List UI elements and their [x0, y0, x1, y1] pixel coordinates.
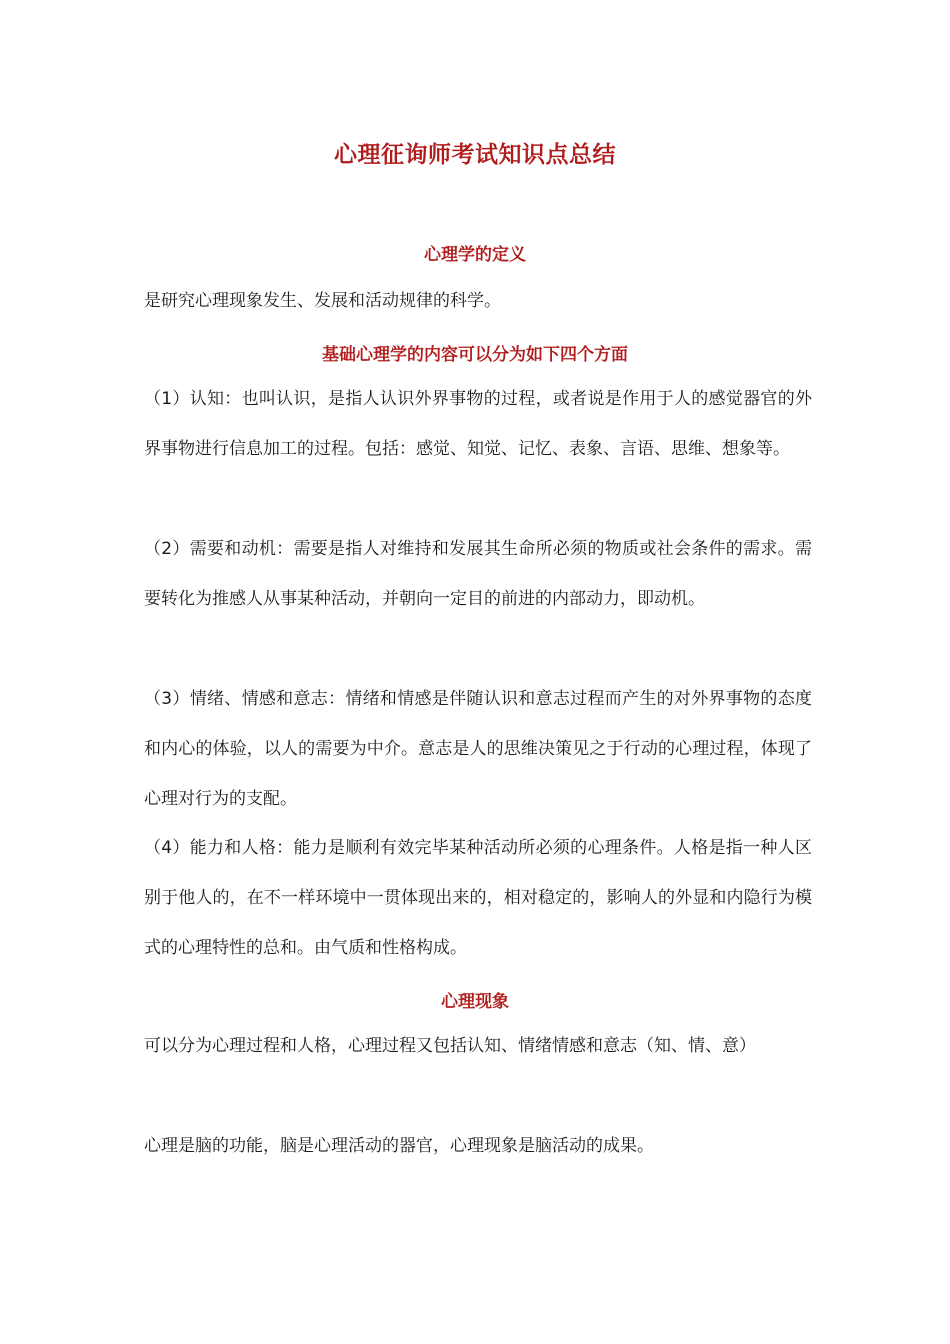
paragraph-ability-personality: （4）能力和人格：能力是顺利有效完毕某种活动所必须的心理条件。人格是指一种人区别于他人的，在不一样环境中一贯体现出来的，相对稳定的，影响人的外显和内隐行为模式的心理特性的总和。由气质和性格构成。 [144, 838, 812, 958]
paragraph-emotion-will: （3）情绪、情感和意志：情绪和情感是伴随认识和意志过程而产生的对外界事物的态度和内心的体验，以人的需要为中介。意志是人的思维决策见之于行动的心理过程，体现了心理对行为的支配。 [144, 689, 812, 809]
section-heading-definition: 心理学的定义 [424, 245, 526, 265]
paragraph-definition: 是研究心理现象发生、发展和活动规律的科学。 [144, 291, 501, 311]
section-heading-content: 基础心理学的内容可以分为如下四个方面 [322, 345, 628, 365]
paragraph-cognition: （1）认知：也叫认识，是指人认识外界事物的过程，或者说是作用于人的感觉器官的外界事物进行信息加工的过程。包括：感觉、知觉、记忆、表象、言语、思维、想象等。 [144, 389, 812, 459]
paragraph-brain-function: 心理是脑的功能，脑是心理活动的器官，心理现象是脑活动的成果。 [144, 1136, 654, 1156]
section-heading-phenomena: 心理现象 [441, 992, 509, 1012]
document-title: 心理征询师考试知识点总结 [334, 142, 616, 168]
paragraph-needs-motivation: （2）需要和动机：需要是指人对维持和发展其生命所必须的物质或社会条件的需求。需要转化为推感人从事某种活动，并朝向一定目的前进的内部动力，即动机。 [144, 539, 812, 609]
paragraph-phenomena-classification: 可以分为心理过程和人格，心理过程又包括认知、情绪情感和意志（知、情、意） [144, 1036, 756, 1056]
